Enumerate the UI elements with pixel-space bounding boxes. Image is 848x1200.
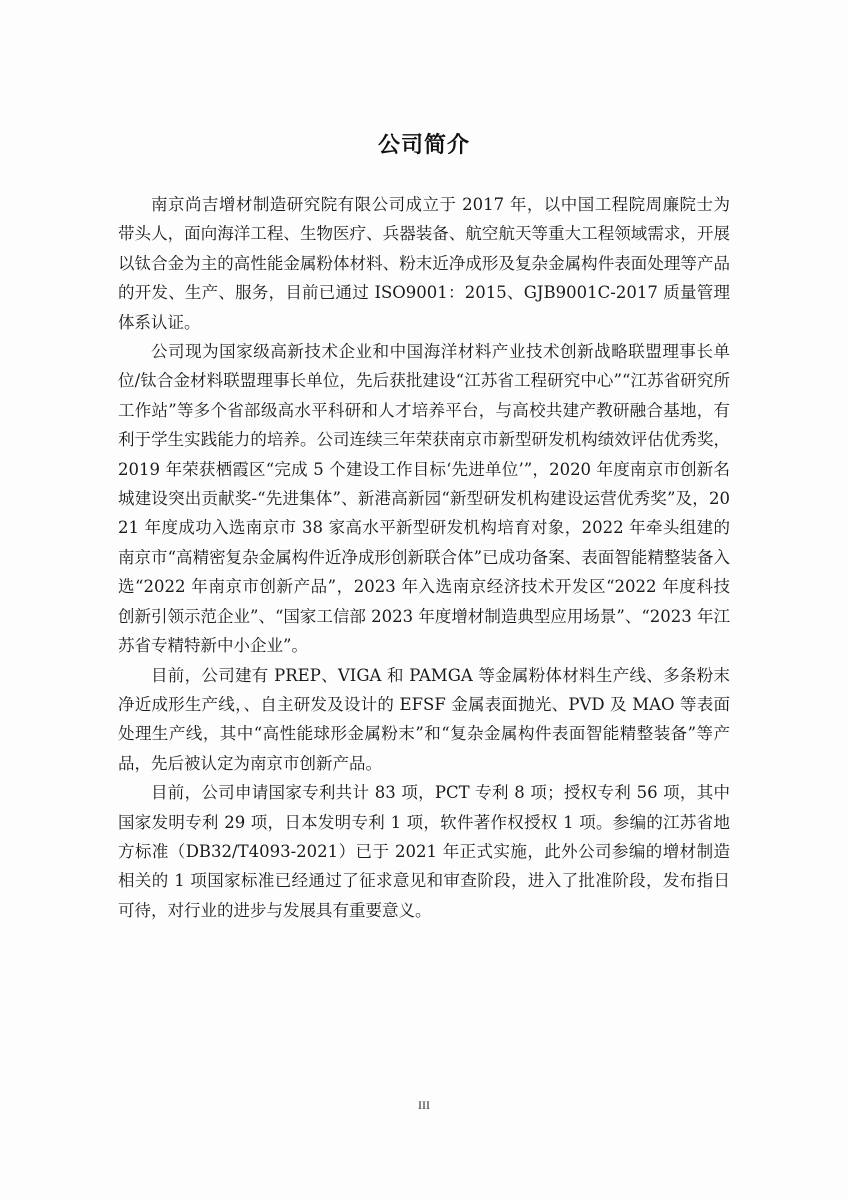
page-number: III	[418, 1098, 430, 1112]
paragraph-patents-standards: 目前，公司申请国家专利共计 83 项，PCT 专利 8 项；授权专利 56 项，其中国家发明专利 29 项，日本发明专利 1 项，软件著作权授权 1 项。参编的江苏省地方标准（DB32/T4093-2021）已于 2021 年正式实施，此外公司参编的增材制造相关的 1 项国家标准已经通过了征求意见和审查阶段，进入了批准阶段，发布指日可待，对行业的进步与发展具有重要意义。	[118, 783, 730, 920]
page-title: 公司简介	[377, 133, 470, 158]
paragraph-honors-platforms: 公司现为国家级高新技术企业和中国海洋材料产业技术创新战略联盟理事长单位/钛合金材料联盟理事长单位，先后获批建设“江苏省工程研究中心”“江苏省研究所工作站”等多个省部级高水平科研和人才培养平台，与高校共建产教研融合基地，有利于学生实践能力的培养。公司连续三年荣获南京市新型研发机构绩效评估优秀奖，2019 年荣获栖霞区“完成 5 个建设工作目标‘先进单位’”，2020 年度南京市创新名城建设突出贡献奖-“先进集体”、新港高新园“新型研发机构建设运营优秀奖”及，2021 年度成功入选南京市 38 家高水平新型研发机构培育对象，2022 年牵头组建的南京市“高精密复杂金属构件近净成形创新联合体”已成功备案、表面智能精整装备入选“2022 年南京市创新产品”，2023 年入选南京经济技术开发区“2022 年度科技创新引领示范企业”、“国家工信部 2023 年度增材制造典型应用场景”、“2023 年江苏省专精特新中小企业”。	[118, 342, 730, 656]
paragraph-production-lines: 目前，公司建有 PREP、VIGA 和 PAMGA 等金属粉体材料生产线、多条粉末净近成形生产线，、自主研发及设计的 EFSF 金属表面抛光、PVD 及 MAO 等表面处理生产线，其中“高性能球形金属粉末”和“复杂金属构件表面智能精整装备”等产品，先后被认定为南京市创新产品。	[118, 665, 730, 773]
document-body	[118, 190, 730, 925]
paragraph-company-overview: 南京尚吉增材制造研究院有限公司成立于 2017 年，以中国工程院周廉院士为带头人，面向海洋工程、生物医疗、兵器装备、航空航天等重大工程领域需求，开展以钛合金为主的高性能金属粉体材料、粉末近净成形及复杂金属构件表面处理等产品的开发、生产、服务，目前已通过 ISO9001：2015、GJB9001C-2017 质量管理体系认证。	[118, 195, 730, 332]
